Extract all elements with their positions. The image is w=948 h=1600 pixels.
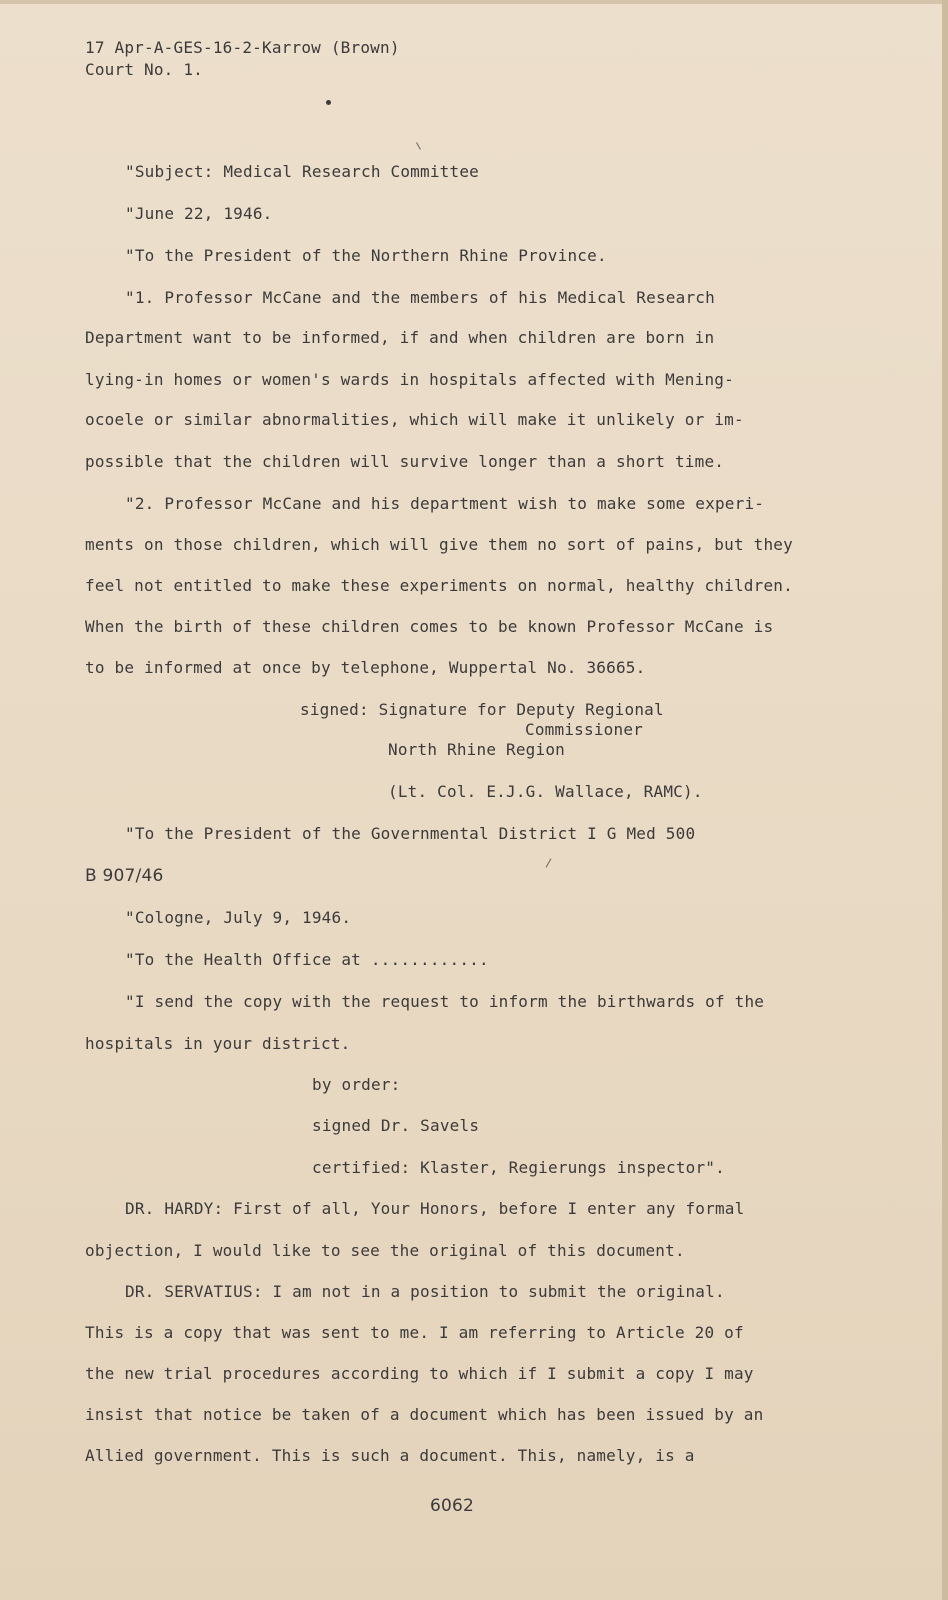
body-line: "To the President of the Governmental District I G Med 500 bbox=[125, 824, 696, 843]
transcript-line: DR. SERVATIUS: I am not in a position to submit the original. bbox=[125, 1282, 725, 1301]
transcript-line: This is a copy that was sent to me. I am referring to Article 20 of bbox=[85, 1323, 744, 1342]
header-line-1: 17 Apr-A-GES-16-2-Karrow (Brown) bbox=[85, 38, 400, 57]
ink-dot bbox=[326, 100, 331, 105]
pencil-mark bbox=[416, 142, 421, 149]
page-number: 6062 bbox=[430, 1496, 475, 1516]
body-line: "2. Professor McCane and his department wish to make some experi- bbox=[125, 494, 765, 513]
file-number-handwritten: B 907/46 bbox=[85, 866, 164, 886]
transcript-line: the new trial procedures according to which if I submit a copy I may bbox=[85, 1364, 754, 1383]
body-line: "To the President of the Northern Rhine Province. bbox=[125, 246, 607, 265]
body-line: lying-in homes or women's wards in hospitals affected with Mening- bbox=[85, 370, 734, 389]
body-line: "Subject: Medical Research Committee bbox=[125, 162, 479, 181]
body-line: ments on those children, which will give them no sort of pains, but they bbox=[85, 535, 793, 554]
transcript-line: objection, I would like to see the original of this document. bbox=[85, 1241, 685, 1260]
signature-line: signed Dr. Savels bbox=[312, 1116, 480, 1135]
body-line: "1. Professor McCane and the members of his Medical Research bbox=[125, 288, 715, 307]
body-line: feel not entitled to make these experiments on normal, healthy children. bbox=[85, 576, 793, 595]
body-line: "To the Health Office at ............ bbox=[125, 950, 489, 969]
body-line: "June 22, 1946. bbox=[125, 204, 273, 223]
page-right-edge bbox=[942, 0, 948, 1600]
pencil-mark bbox=[546, 858, 552, 867]
transcript-line: DR. HARDY: First of all, Your Honors, before I enter any formal bbox=[125, 1199, 745, 1218]
signature-line: North Rhine Region bbox=[388, 740, 565, 759]
signature-line: Commissioner bbox=[525, 720, 643, 739]
body-line: possible that the children will survive longer than a short time. bbox=[85, 452, 725, 471]
header-line-2: Court No. 1. bbox=[85, 60, 203, 79]
body-line: to be informed at once by telephone, Wuppertal No. 36665. bbox=[85, 658, 646, 677]
body-line: Department want to be informed, if and when children are born in bbox=[85, 328, 715, 347]
body-line: "I send the copy with the request to inform the birthwards of the bbox=[125, 992, 765, 1011]
body-line: "Cologne, July 9, 1946. bbox=[125, 908, 352, 927]
body-line: When the birth of these children comes to be known Professor McCane is bbox=[85, 617, 774, 636]
signature-line: certified: Klaster, Regierungs inspector". bbox=[312, 1158, 725, 1177]
body-line: hospitals in your district. bbox=[85, 1034, 351, 1053]
signature-line: (Lt. Col. E.J.G. Wallace, RAMC). bbox=[388, 782, 703, 801]
signature-line: by order: bbox=[312, 1075, 401, 1094]
transcript-line: insist that notice be taken of a document which has been issued by an bbox=[85, 1405, 764, 1424]
body-line: ocoele or similar abnormalities, which will make it unlikely or im- bbox=[85, 410, 744, 429]
signature-line: signed: Signature for Deputy Regional bbox=[300, 700, 664, 719]
page-top-edge bbox=[0, 0, 948, 4]
transcript-line: Allied government. This is such a document. This, namely, is a bbox=[85, 1446, 695, 1465]
